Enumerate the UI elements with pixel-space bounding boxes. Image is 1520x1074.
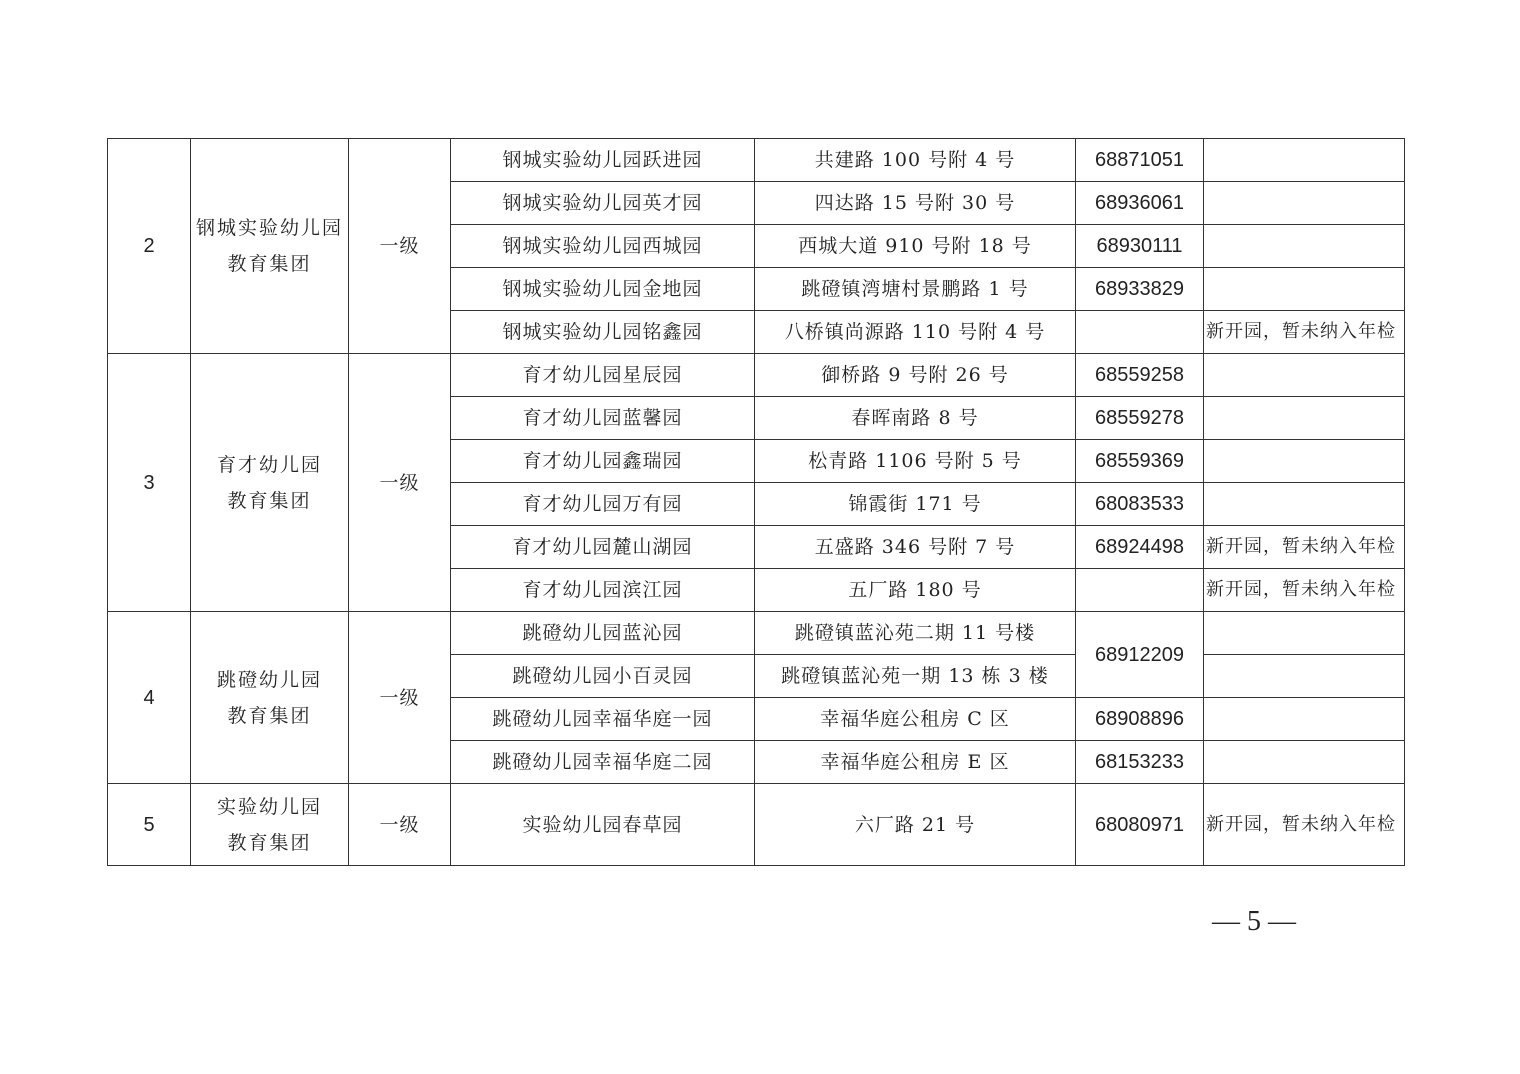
kindergarten-phone: 68559369 — [1076, 440, 1204, 483]
kindergarten-name: 育才幼儿园麓山湖园 — [451, 526, 755, 569]
kindergarten-note — [1204, 397, 1405, 440]
group-name-line: 跳磴幼儿园 — [216, 668, 322, 691]
group-name-line: 教育集团 — [227, 831, 312, 854]
kindergarten-phone: 68908896 — [1076, 698, 1204, 741]
kindergarten-note — [1204, 483, 1405, 526]
kindergarten-address: 八桥镇尚源路 110 号附 4 号 — [755, 311, 1076, 354]
kindergarten-note — [1204, 655, 1405, 698]
kindergarten-address: 五盛路 346 号附 7 号 — [755, 526, 1076, 569]
kindergarten-table — [107, 138, 1405, 866]
kindergarten-name: 跳磴幼儿园蓝沁园 — [451, 612, 755, 655]
kindergarten-address: 共建路 100 号附 4 号 — [755, 139, 1076, 182]
table-row — [108, 354, 1405, 397]
group-name — [191, 354, 349, 612]
kindergarten-phone: 68080971 — [1076, 784, 1204, 866]
kindergarten-note — [1204, 268, 1405, 311]
group-level: 一级 — [349, 612, 451, 784]
kindergarten-phone: 68871051 — [1076, 139, 1204, 182]
kindergarten-address: 松青路 1106 号附 5 号 — [755, 440, 1076, 483]
kindergarten-phone: 68924498 — [1076, 526, 1204, 569]
kindergarten-address: 跳磴镇蓝沁苑二期 11 号楼 — [755, 612, 1076, 655]
table-row — [108, 612, 1405, 655]
kindergarten-note: 新开园，暂未纳入年检 — [1204, 311, 1405, 354]
group-name-line: 育才幼儿园 — [216, 453, 322, 476]
group-level: 一级 — [349, 354, 451, 612]
kindergarten-address: 西城大道 910 号附 18 号 — [755, 225, 1076, 268]
kindergarten-phone — [1076, 311, 1204, 354]
kindergarten-note — [1204, 741, 1405, 784]
kindergarten-address: 跳磴镇蓝沁苑一期 13 栋 3 楼 — [755, 655, 1076, 698]
kindergarten-address: 六厂路 21 号 — [755, 784, 1076, 866]
kindergarten-name: 育才幼儿园星辰园 — [451, 354, 755, 397]
kindergarten-name: 跳磴幼儿园小百灵园 — [451, 655, 755, 698]
kindergarten-name: 实验幼儿园春草园 — [451, 784, 755, 866]
kindergarten-phone: 68083533 — [1076, 483, 1204, 526]
kindergarten-note — [1204, 440, 1405, 483]
kindergarten-phone — [1076, 569, 1204, 612]
kindergarten-address: 春晖南路 8 号 — [755, 397, 1076, 440]
group-name — [191, 784, 349, 866]
group-name-line: 教育集团 — [227, 704, 312, 727]
kindergarten-phone: 68559258 — [1076, 354, 1204, 397]
kindergarten-note: 新开园，暂未纳入年检 — [1204, 526, 1405, 569]
group-name — [191, 139, 349, 354]
kindergarten-phone: 68933829 — [1076, 268, 1204, 311]
group-number: 2 — [108, 139, 191, 354]
kindergarten-name: 育才幼儿园滨江园 — [451, 569, 755, 612]
group-name-line: 实验幼儿园 — [216, 795, 322, 818]
kindergarten-note: 新开园，暂未纳入年检 — [1204, 569, 1405, 612]
group-name-line: 教育集团 — [227, 489, 312, 512]
kindergarten-name: 钢城实验幼儿园金地园 — [451, 268, 755, 311]
group-number: 5 — [108, 784, 191, 866]
group-number: 4 — [108, 612, 191, 784]
page-number: — 5 — — [1212, 906, 1296, 937]
group-level: 一级 — [349, 784, 451, 866]
kindergarten-phone: 68559278 — [1076, 397, 1204, 440]
kindergarten-address: 五厂路 180 号 — [755, 569, 1076, 612]
group-level: 一级 — [349, 139, 451, 354]
kindergarten-name: 钢城实验幼儿园西城园 — [451, 225, 755, 268]
table-row — [108, 139, 1405, 182]
kindergarten-name: 跳磴幼儿园幸福华庭一园 — [451, 698, 755, 741]
kindergarten-name: 育才幼儿园万有园 — [451, 483, 755, 526]
kindergarten-note — [1204, 139, 1405, 182]
kindergarten-address: 四达路 15 号附 30 号 — [755, 182, 1076, 225]
kindergarten-note — [1204, 612, 1405, 655]
kindergarten-note — [1204, 182, 1405, 225]
kindergarten-name: 育才幼儿园鑫瑞园 — [451, 440, 755, 483]
group-name-line: 教育集团 — [227, 253, 312, 275]
kindergarten-note — [1204, 225, 1405, 268]
table-row — [108, 784, 1405, 866]
kindergarten-phone: 68936061 — [1076, 182, 1204, 225]
group-name-line: 钢城实验幼儿园 — [195, 217, 343, 239]
group-number: 3 — [108, 354, 191, 612]
kindergarten-note: 新开园，暂未纳入年检 — [1204, 784, 1405, 866]
kindergarten-address: 锦霞街 171 号 — [755, 483, 1076, 526]
kindergarten-name: 育才幼儿园蓝馨园 — [451, 397, 755, 440]
kindergarten-address: 跳磴镇湾塘村景鹏路 1 号 — [755, 268, 1076, 311]
kindergarten-name: 钢城实验幼儿园跃进园 — [451, 139, 755, 182]
kindergarten-note — [1204, 698, 1405, 741]
kindergarten-phone: 68153233 — [1076, 741, 1204, 784]
kindergarten-phone: 68930111 — [1076, 225, 1204, 268]
kindergarten-name: 跳磴幼儿园幸福华庭二园 — [451, 741, 755, 784]
kindergarten-phone: 68912209 — [1076, 612, 1204, 698]
kindergarten-note — [1204, 354, 1405, 397]
kindergarten-address: 御桥路 9 号附 26 号 — [755, 354, 1076, 397]
kindergarten-address: 幸福华庭公租房 C 区 — [755, 698, 1076, 741]
group-name — [191, 612, 349, 784]
kindergarten-name: 钢城实验幼儿园英才园 — [451, 182, 755, 225]
kindergarten-name: 钢城实验幼儿园铭鑫园 — [451, 311, 755, 354]
kindergarten-address: 幸福华庭公租房 E 区 — [755, 741, 1076, 784]
